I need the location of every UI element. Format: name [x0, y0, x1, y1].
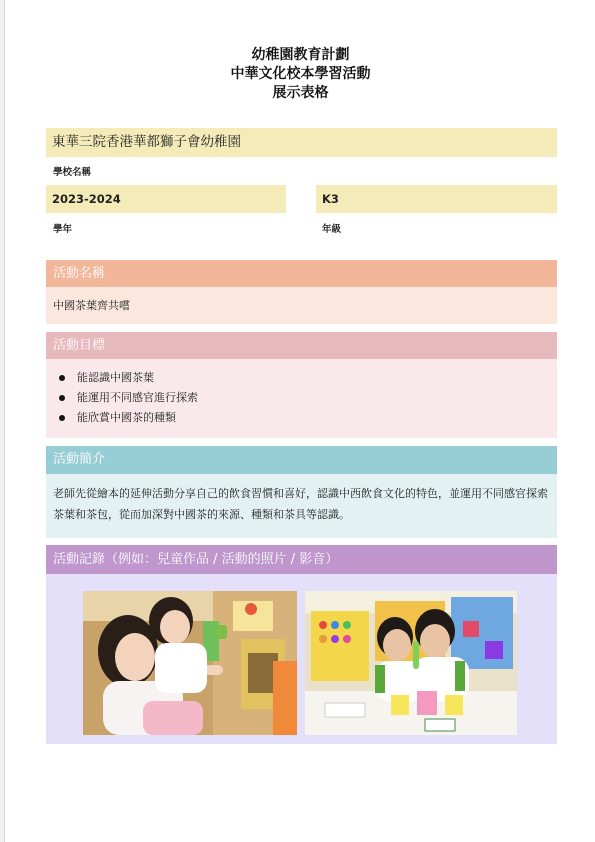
- objectives-list: [53, 368, 550, 428]
- grade-label: 年級: [322, 224, 342, 235]
- objectives-heading: 活動目標: [46, 332, 557, 359]
- activity-photo-1: [83, 591, 297, 735]
- objective-item: 能認識中國茶葉: [53, 368, 550, 388]
- document-form-title: 展示表格: [272, 85, 329, 101]
- intro-text: 老師先從繪本的延伸活動分享自己的飲食習慣和喜好，認識中西飲食文化的特色，並運用不同感官探索茶葉和茶包，從而加深對中國茶的來源、種類和茶具等認識。: [46, 474, 557, 538]
- activity-photo-1-image: [83, 591, 297, 735]
- document-title-block: [5, 46, 595, 103]
- document-title: 幼稚園教育計劃: [251, 47, 350, 63]
- document-subtitle: 中華文化校本學習活動: [230, 66, 371, 82]
- school-name-field: 東華三院香港華都獅子會幼稚園: [46, 128, 557, 157]
- record-heading: 活動記錄（例如：兒童作品 / 活動的照片 / 影音）: [46, 545, 557, 574]
- objectives-body: [46, 359, 557, 438]
- activity-name-heading: 活動名稱: [46, 260, 557, 287]
- activity-photo-2: [305, 591, 517, 735]
- school-year-field: 2023-2024: [46, 185, 286, 213]
- school-year-label: 學年: [53, 224, 73, 235]
- document-page: [4, 0, 595, 842]
- grade-field: K3: [316, 185, 557, 213]
- school-name-label: 學校名稱: [53, 167, 92, 178]
- objective-item: 能運用不同感官進行探索: [53, 388, 550, 408]
- objective-item: 能欣賞中國茶的種類: [53, 408, 550, 428]
- intro-heading: 活動簡介: [46, 446, 557, 474]
- activity-photo-2-image: [305, 591, 517, 735]
- record-body: [46, 574, 557, 744]
- activity-name-value: 中國茶葉齊共嚐: [46, 287, 557, 324]
